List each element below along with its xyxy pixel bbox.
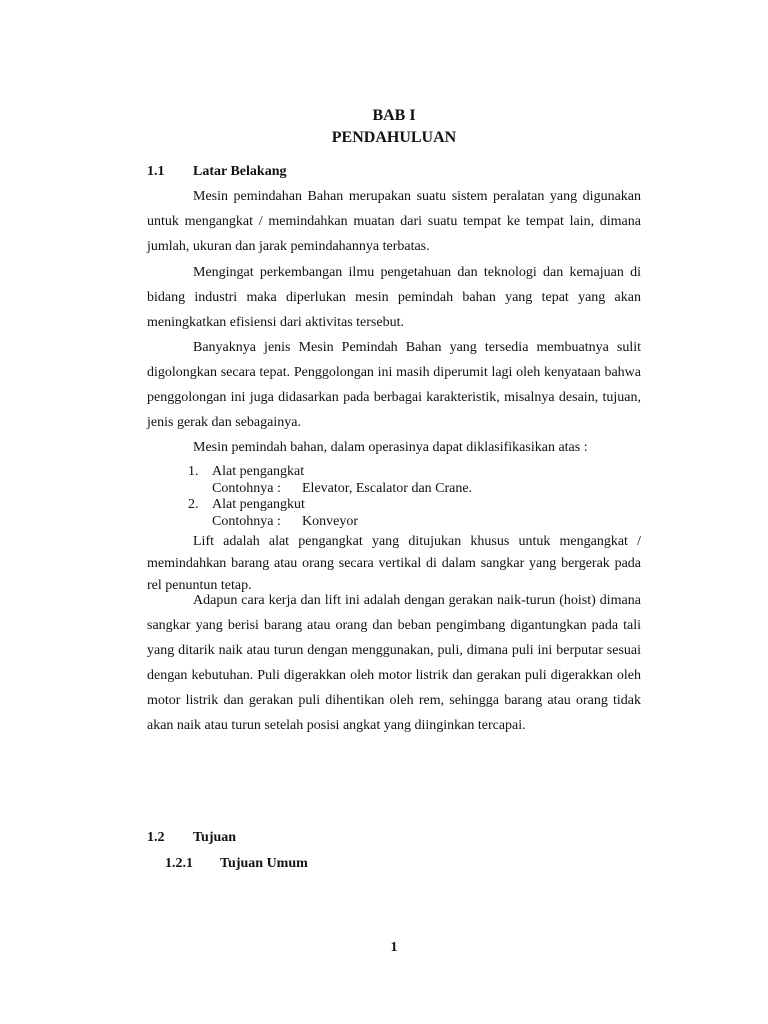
example-value: Elevator, Escalator dan Crane. xyxy=(302,480,473,496)
list-item xyxy=(188,497,472,530)
example-label: Contohnya : xyxy=(212,513,281,529)
list-item-example xyxy=(212,481,472,498)
section-title: Tujuan Umum xyxy=(220,856,308,871)
classification-list xyxy=(188,464,472,530)
list-marker: 1. xyxy=(188,464,199,479)
list-marker: 2. xyxy=(188,497,199,512)
list-item-label: Alat pengangkut xyxy=(212,497,305,512)
section-number: 1.2.1 xyxy=(165,856,193,871)
list-item-label: Alat pengangkat xyxy=(212,464,305,479)
paragraph-3: Banyaknya jenis Mesin Pemindah Bahan yang tersedia membuatnya sulit digolongkan secara tepat. Penggolongan ini masih diperumit lagi oleh kenyataan bahwa penggolongan ini juga didasarkan pada berbagai karakteristik, misalnya desain, tujuan, jenis gerak dan sebagainya. xyxy=(147,340,641,430)
paragraph-4: Mesin pemindah bahan, dalam operasinya dapat diklasifikasikan atas : xyxy=(193,440,588,455)
paragraph-2: Mengingat perkembangan ilmu pengetahuan dan teknologi dan kemajuan di bidang industri maka diperlukan mesin pemindah bahan yang tepat yang akan meningkatkan efisiensi dari aktivitas tersebut. xyxy=(147,265,641,330)
example-value: Konveyor xyxy=(302,513,358,529)
section-title: Tujuan xyxy=(193,830,237,845)
list-item xyxy=(188,464,472,497)
list-item-example xyxy=(212,514,472,531)
example-label: Contohnya : xyxy=(212,480,281,496)
chapter-number: BAB I xyxy=(372,107,416,124)
section-title: Latar Belakang xyxy=(193,164,287,179)
paragraph-6: Adapun cara kerja dan lift ini adalah dengan gerakan naik-turun (hoist) dimana sangkar yang berisi barang atau orang dan beban pengimbang digantungkan pada tali yang ditarik naik atau turun dengan menggunakan, puli, dimana puli ini berputar sesuai dengan kebutuhan. Puli digerakkan oleh motor listrik dan gerakan puli digerakkan oleh motor listrik dan gerakan puli dihentikan oleh rem, sehingga barang atau orang tidak akan naik atau turun setelah posisi angkat yang diinginkan tercapai. xyxy=(147,593,641,733)
section-number: 1.1 xyxy=(147,164,165,179)
page-number: 1 xyxy=(390,940,398,955)
chapter-title: PENDAHULUAN xyxy=(331,129,457,146)
paragraph-1: Mesin pemindahan Bahan merupakan suatu sistem peralatan yang digunakan untuk mengangkat / memindahkan muatan dari suatu tempat ke tempat lain, dimana jumlah, ukuran dan jarak pemindahannya terbatas. xyxy=(147,189,641,254)
section-number: 1.2 xyxy=(147,830,165,845)
paragraph-5: Lift adalah alat pengangkat yang ditujukan khusus untuk mengangkat / memindahkan barang atau orang secara vertikal di dalam sangkar yang bergerak pada rel penuntun tetap. xyxy=(147,534,641,593)
